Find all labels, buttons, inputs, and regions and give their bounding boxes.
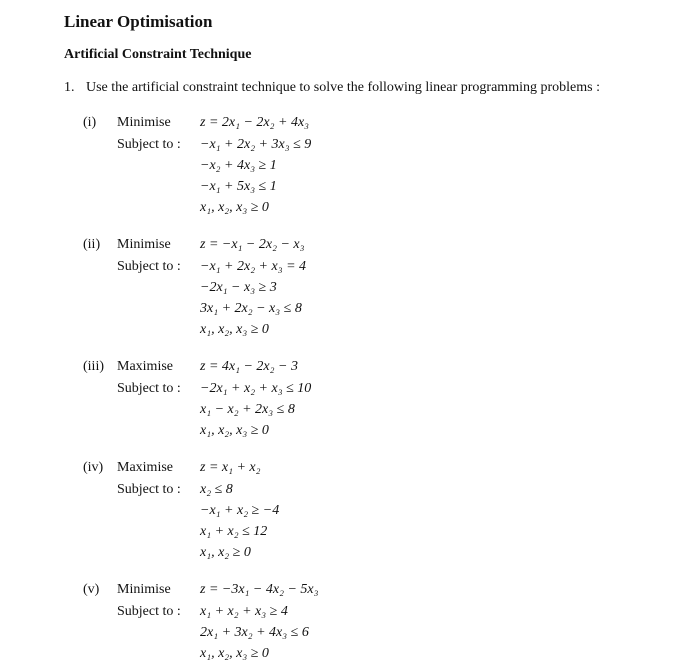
constraint: −2x₁ − x₃ ≥ 3 (200, 280, 277, 295)
objective-function: z = −3x₁ − 4x₂ − 5x₃ (200, 582, 319, 597)
non-negativity-constraint: x₁, x₂, x₃ ≥ 0 (200, 322, 269, 337)
subject-to-label: Subject to : (117, 604, 181, 619)
constraint: −x₁ + 5x₃ ≤ 1 (200, 179, 277, 194)
question-text: Use the artificial constraint technique to solve the following linear programming problems : (86, 80, 600, 95)
constraint: −x₂ + 4x₃ ≥ 1 (200, 158, 277, 173)
objective-type: Minimise (117, 582, 171, 597)
question-number: 1. (64, 80, 75, 95)
constraint: 2x₁ + 3x₂ + 4x₃ ≤ 6 (200, 625, 309, 640)
section-subtitle: Artificial Constraint Technique (64, 47, 252, 62)
objective-function: z = x₁ + x₂ (200, 460, 261, 475)
subject-to-label: Subject to : (117, 381, 181, 396)
constraint: x₁ + x₂ + x₃ ≥ 4 (200, 604, 288, 619)
subject-to-label: Subject to : (117, 137, 181, 152)
objective-type: Maximise (117, 359, 173, 374)
problem-label: (v) (83, 582, 100, 597)
constraint: x₁ + x₂ ≤ 12 (200, 524, 268, 539)
constraint: x₁ − x₂ + 2x₃ ≤ 8 (200, 402, 295, 417)
constraint: −x₁ + 2x₂ + 3x₃ ≤ 9 (200, 137, 312, 152)
problem-label: (i) (83, 115, 97, 130)
constraint: −x₁ + x₂ ≥ −4 (200, 503, 280, 518)
document-title: Linear Optimisation (64, 12, 213, 31)
constraint: x₂ ≤ 8 (200, 482, 233, 497)
constraint: −2x₁ + x₂ + x₃ ≤ 10 (200, 381, 312, 396)
problem-label: (iv) (83, 460, 104, 475)
problem-label: (ii) (83, 237, 101, 252)
non-negativity-constraint: x₁, x₂ ≥ 0 (200, 545, 251, 560)
objective-type: Minimise (117, 115, 171, 130)
objective-function: z = 2x₁ − 2x₂ + 4x₃ (200, 115, 310, 130)
problem-label: (iii) (83, 359, 104, 374)
non-negativity-constraint: x₁, x₂, x₃ ≥ 0 (200, 200, 269, 215)
constraint: −x₁ + 2x₂ + x₃ = 4 (200, 259, 307, 274)
objective-function: z = −x₁ − 2x₂ − x₃ (200, 237, 305, 252)
constraint: 3x₁ + 2x₂ − x₃ ≤ 8 (200, 301, 302, 316)
subject-to-label: Subject to : (117, 259, 181, 274)
subject-to-label: Subject to : (117, 482, 181, 497)
non-negativity-constraint: x₁, x₂, x₃ ≥ 0 (200, 423, 269, 438)
objective-type: Minimise (117, 237, 171, 252)
objective-function: z = 4x₁ − 2x₂ − 3 (200, 359, 298, 374)
non-negativity-constraint: x₁, x₂, x₃ ≥ 0 (200, 646, 269, 661)
objective-type: Maximise (117, 460, 173, 475)
